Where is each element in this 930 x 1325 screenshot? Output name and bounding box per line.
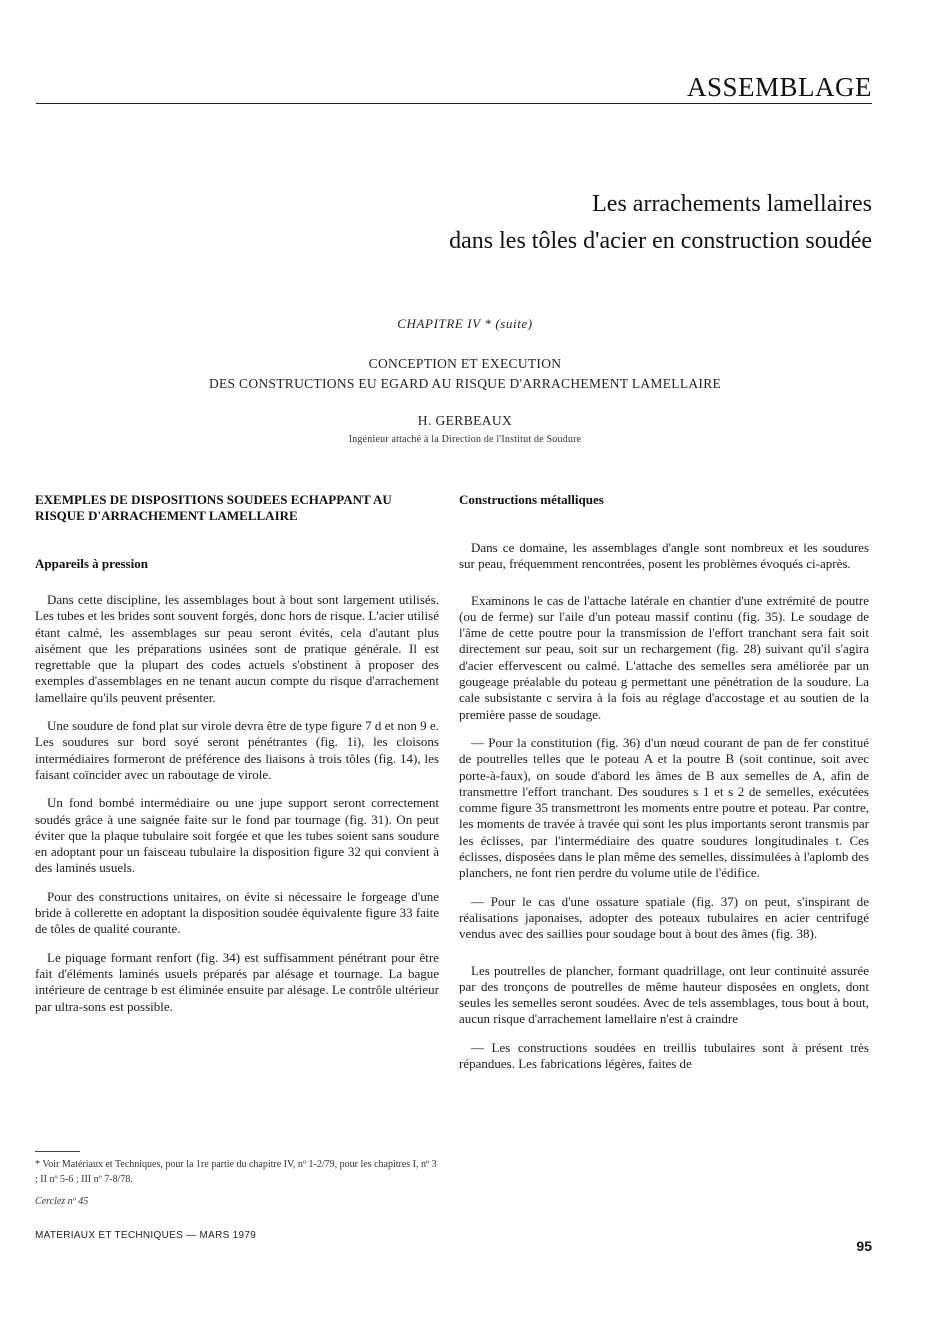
paragraph: Le piquage formant renfort (fig. 34) est suffisamment pénétrant pour être fait d'éléments laminés usuels préparés par alésage et tournage. La bague intérieure de centrage b est éliminée ensuite par alésage. Le contrôle ultérieur par ultra-sons est possible.	[35, 949, 439, 1014]
paragraph: Pour des constructions unitaires, on évite si nécessaire le forgeage d'une bride à collerette en adoptant la disposition soudée équivalente figure 33 faite de tôles de qualité courante.	[35, 888, 439, 937]
paragraph: Examinons le cas de l'attache latérale en chantier d'une extrémité de poutre (ou de ferme) sur l'aile d'un poteau massif continu (fig. 35). Le soudage de l'âme de cette poutre pour la transmission de l'effort tranchant sera fait soit directement sur peau, soit sur un rechargement (fig. 28) suivant qu'il s'agira d'acier effervescent ou calmé. L'attache des semelles sera améliorée par un gougeage préalable du poteau g permettant une pénétration de la soudure. La cale subsistante c servira à la fois au réglage d'accostage et au soutien de la première passe de soudage.	[459, 592, 869, 722]
footnote-rule	[35, 1151, 80, 1152]
paragraph: Un fond bombé intermédiaire ou une jupe support seront correctement soudés grâce à une saignée faite sur le fond par tournage (fig. 31). On peut éviter que la plaque tubulaire soit forgée et que les tubes soient sans soudure en adoptant pour un faisceau tubulaire la disposition figure 32 qui convient à des laminés usuels.	[35, 795, 439, 876]
journal-footer: MATERIAUX ET TECHNIQUES — MARS 1979	[35, 1230, 257, 1241]
section-heading: EXEMPLES DE DISPOSITIONS SOUDEES ECHAPPANT AU RISQUE D'ARRACHEMENT LAMELLAIRE	[35, 492, 392, 523]
paragraph: Dans cette discipline, les assemblages bout à bout sont largement utilisés. Les tubes et les brides sont souvent forgés, donc hors de risque. L'acier utilisé étant calmé, les assemblages sur peau seront évités, cela d'autant plus aisément que les préparations usinées sont de pratique générale. Il est regrettable que la plupart des codes actuels s'obstinent à proposer des exemples d'assemblages en ne tenant aucun compte du risque d'arrachement lamellaire qu'ils peuvent présenter.	[35, 592, 439, 705]
paragraph: Les poutrelles de plancher, formant quadrillage, ont leur continuité assurée par des tronçons de poutrelles de même hauteur disposées en onglets, dont seules les semelles seront soudées. Avec de tels assemblages, tous bout à bout, aucun risque d'arrachement lamellaire n'est à craindre	[459, 962, 869, 1027]
section-heading: Constructions métalliques	[459, 492, 604, 507]
paragraph: Dans ce domaine, les assemblages d'angle sont nombreux et les soudures sur peau, fréquemment rencontrées, posent les problèmes évoqués ci-après.	[459, 540, 869, 572]
chapter-suite: (suite)	[495, 316, 533, 331]
section-label: ASSEMBLAGE	[686, 72, 872, 102]
reader-service-number: Cerclez nº 45	[35, 1196, 89, 1207]
chapter-heading	[0, 316, 930, 332]
paragraph: — Pour la constitution (fig. 36) d'un nœud courant de pan de fer constitué de poutrelles telles que le poteau A et la poutre B (soit continue, soit avec porte-à-faux), on soude d'abord les âmes de B aux semelles de A, afin de transmettre l'effort tranchant. Des soudures s 1 et s 2 de semelles, exécutées comme figure 35 transmettront les moments entre poutre et poteau. Par contre, les moments de travée à travée qui sont les plus importants seront transmis par les éclisses, par l'intermédiaire des quatre soudures longitudinales t. Ces éclisses, disposées dans le plan même des semelles, dissimulées à l'aplomb des planchers, ne font rien perdre du volume utile de l'édifice.	[459, 734, 869, 881]
author-affiliation: Ingénieur attaché à la Direction de l'Institut de Soudure	[348, 434, 582, 445]
footnote: * Voir Matériaux et Techniques, pour la 1re partie du chapitre IV, nº 1-2/79, pour les chapitres I, nº 3 ; II nº 5-6 ; III nº 7-8/78.	[35, 1159, 437, 1185]
subtitle-line-2: DES CONSTRUCTIONS EU EGARD AU RISQUE D'ARRACHEMENT LAMELLAIRE	[208, 376, 722, 391]
title-line-2: dans les tôles d'acier en construction soudée	[449, 228, 872, 254]
subsection-heading: Appareils à pression	[35, 556, 148, 571]
left-column	[35, 492, 439, 1015]
page-number: 95	[856, 1238, 872, 1254]
paragraph: — Pour le cas d'une ossature spatiale (fig. 37) on peut, s'inspirant de réalisations japonaises, adopter des poteaux tubulaires en acier centrifugé vendus avec des saillies pour soudage bout à bout des âmes (fig. 38).	[459, 893, 869, 942]
subtitle-line-1: CONCEPTION ET EXECUTION	[368, 356, 562, 371]
paragraph: — Les constructions soudées en treillis tubulaires sont à présent très répandues. Les fabrications légères, faites de	[459, 1039, 869, 1072]
paragraph: Une soudure de fond plat sur virole devra être de type figure 7 d et non 9 e. Les soudures sur bord soyé seront pénétrantes (fig. 1i), les cloisons intermédiaires formeront de préférence des liaisons à trois tôles (fig. 14), les faisant coïncider avec un raboutage de virole.	[35, 718, 439, 782]
author-name: H. GERBEAUX	[417, 413, 513, 428]
article-title	[449, 186, 872, 260]
chapter-number: CHAPITRE IV *	[397, 316, 492, 331]
title-line-1: Les arrachements lamellaires	[592, 191, 872, 217]
header-rule	[36, 103, 872, 104]
article-subtitle	[0, 354, 930, 394]
right-column	[459, 492, 869, 1072]
